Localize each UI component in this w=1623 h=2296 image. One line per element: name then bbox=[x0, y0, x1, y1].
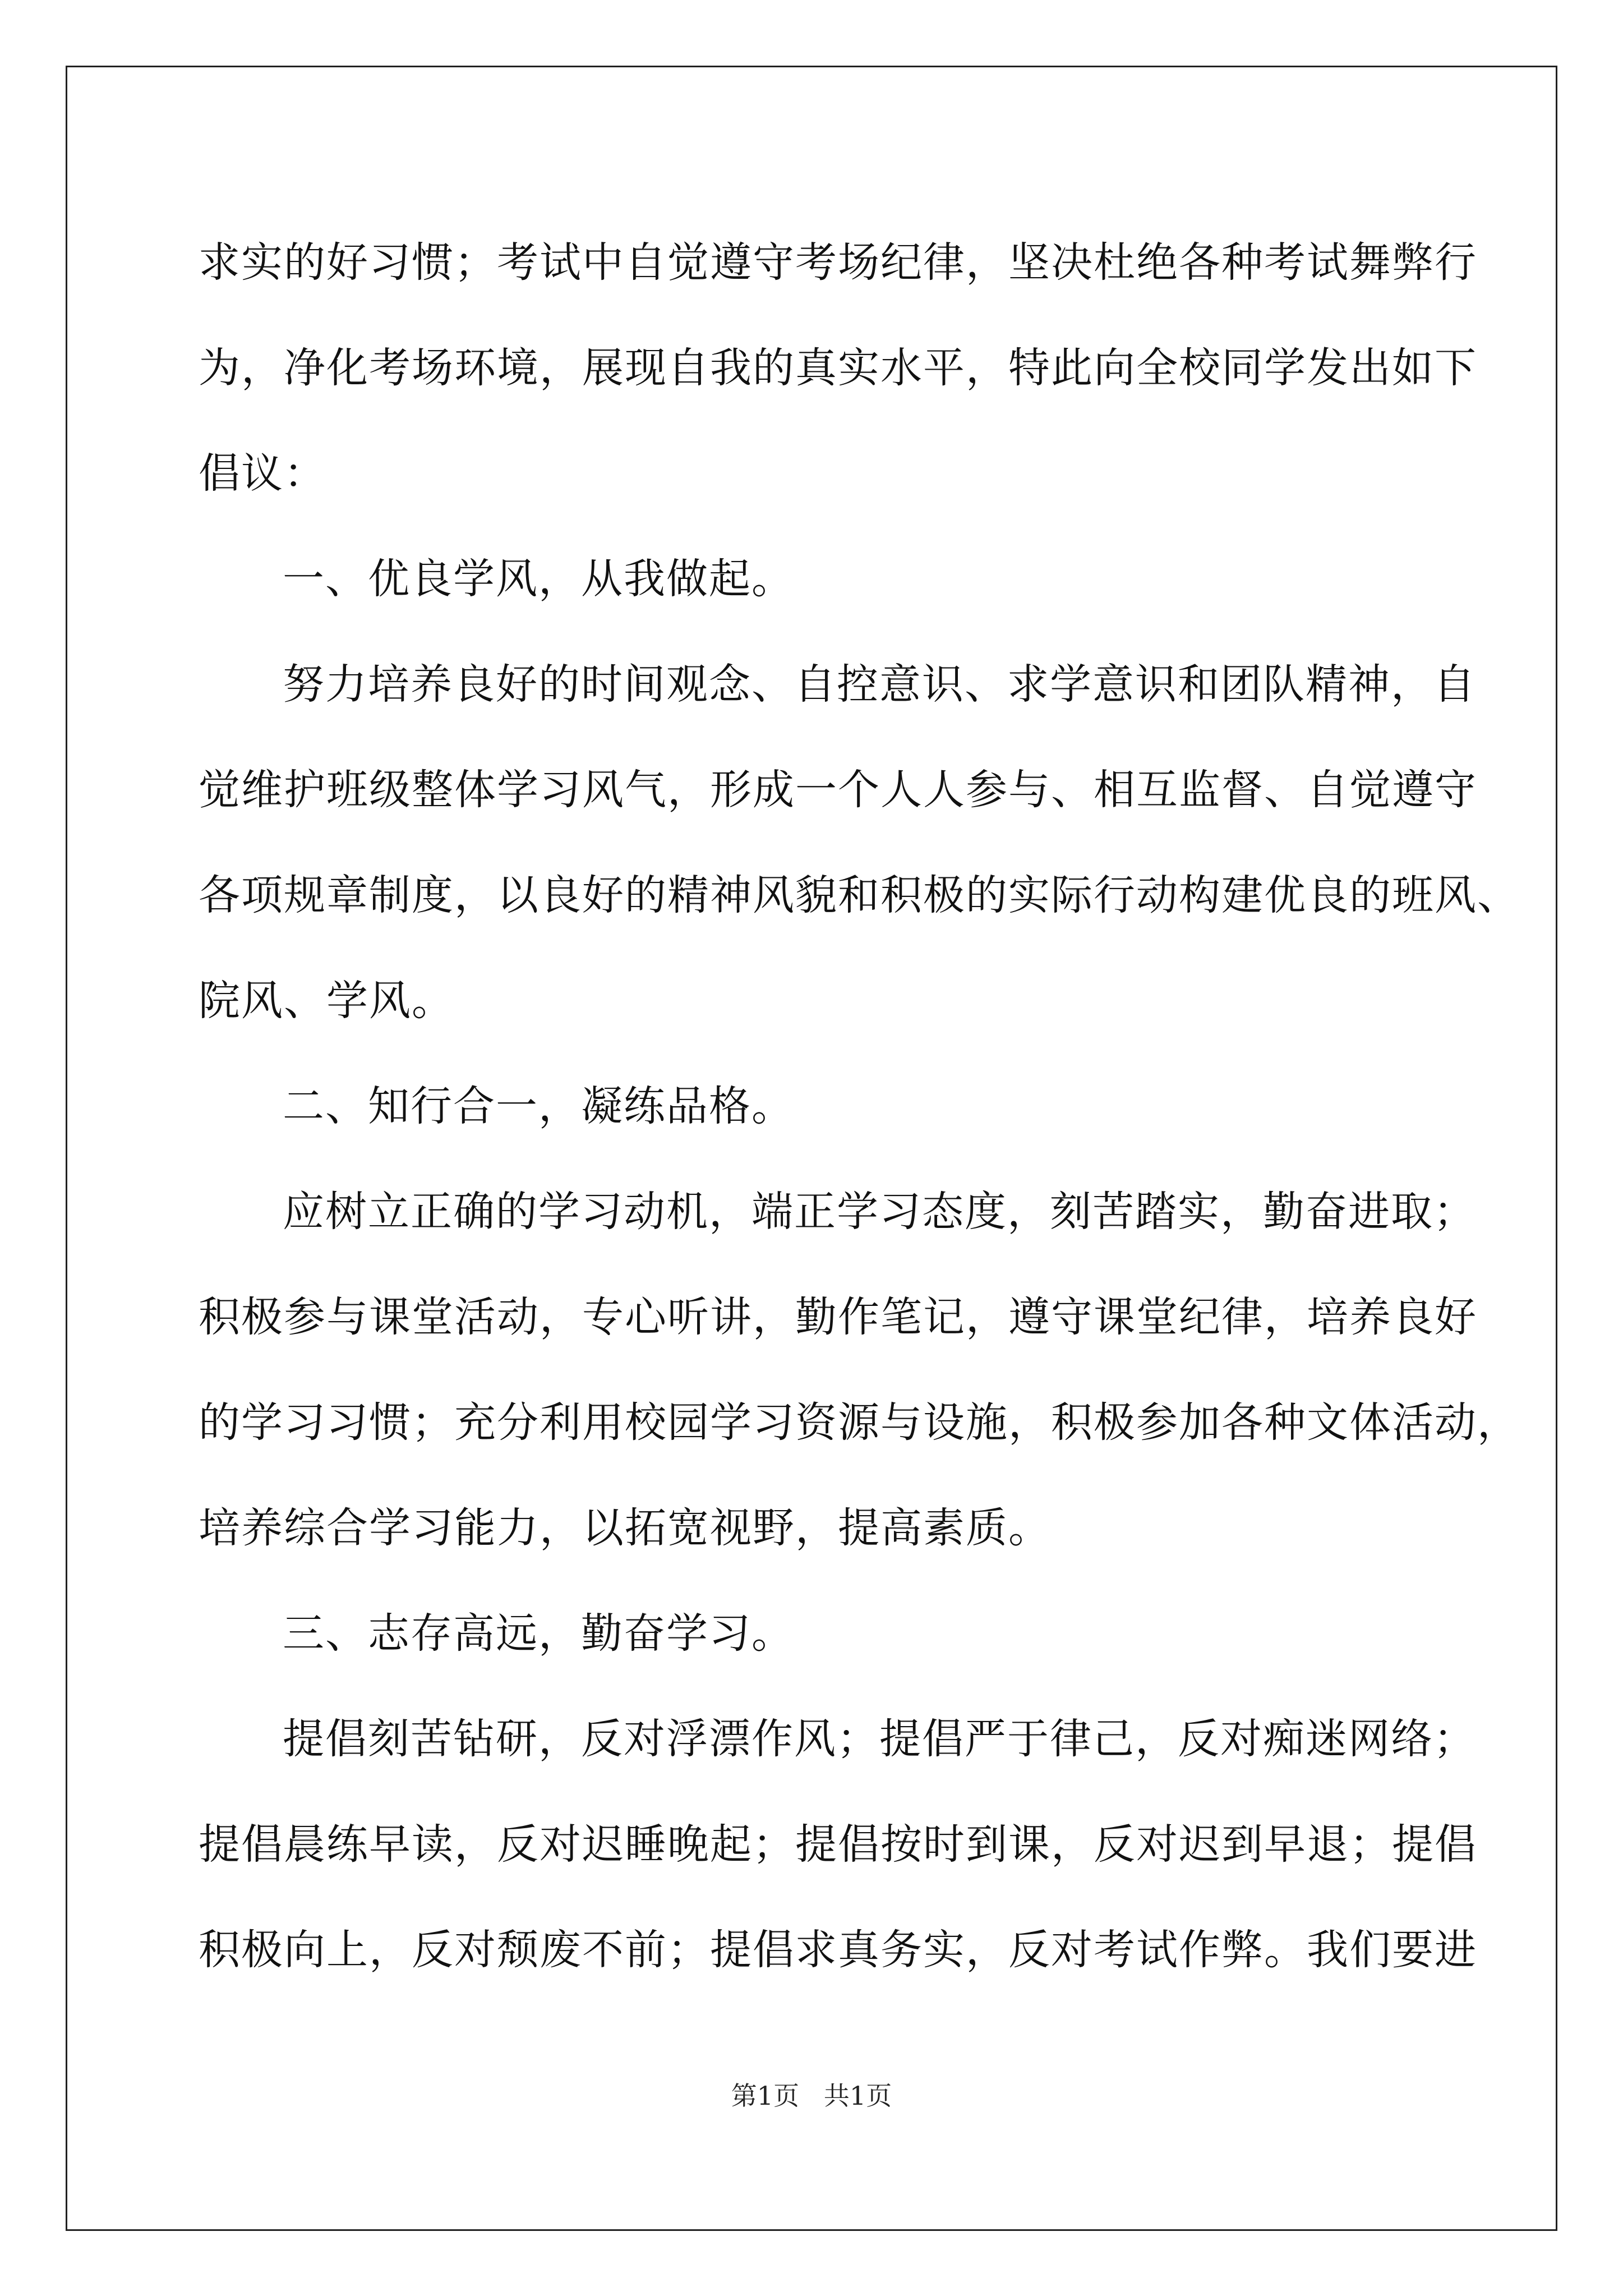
text-line: 提倡刻苦钻研，反对浮漂作风；提倡严于律己，反对痴迷网络； bbox=[283, 1715, 1476, 1763]
text-line: 的学习习惯；充分利用校园学习资源与设施，积极参加各种文体活动， bbox=[199, 1398, 1520, 1447]
section-heading-2: 二、知行合一，凝练品格。 bbox=[283, 1082, 794, 1130]
text-line: 求实的好习惯；考试中自觉遵守考场纪律，坚决杜绝各种考试舞弊行 bbox=[199, 238, 1477, 287]
section-heading-3: 三、志存高远，勤奋学习。 bbox=[283, 1609, 794, 1658]
text-line: 各项规章制度，以良好的精神风貌和积极的实际行动构建优良的班风、 bbox=[199, 871, 1520, 919]
text-line: 努力培养良好的时间观念、自控意识、求学意识和团队精神，自 bbox=[283, 660, 1476, 708]
document-body bbox=[199, 210, 1520, 2003]
text-line: 培养综合学习能力，以拓宽视野，提高素质。 bbox=[199, 1504, 1051, 1552]
text-line: 提倡晨练早读，反对迟睡晚起；提倡按时到课，反对迟到早退；提倡 bbox=[199, 1820, 1477, 1869]
text-line: 院风、学风。 bbox=[199, 977, 454, 1025]
page-number-footer: 第1页 共1页 bbox=[731, 2081, 892, 2111]
text-line: 应树立正确的学习动机，端正学习态度，刻苦踏实，勤奋进取； bbox=[283, 1188, 1476, 1236]
text-line: 积极参与课堂活动，专心听讲，勤作笔记，遵守课堂纪律，培养良好 bbox=[199, 1293, 1477, 1341]
text-line: 觉维护班级整体学习风气，形成一个人人参与、相互监督、自觉遵守 bbox=[199, 766, 1477, 814]
section-heading-1: 一、优良学风，从我做起。 bbox=[283, 555, 794, 603]
text-line: 为，净化考场环境，展现自我的真实水平，特此向全校同学发出如下 bbox=[199, 344, 1477, 392]
text-line: 积极向上，反对颓废不前；提倡求真务实，反对考试作弊。我们要进 bbox=[199, 1926, 1477, 1974]
text-line: 倡议： bbox=[199, 449, 326, 498]
